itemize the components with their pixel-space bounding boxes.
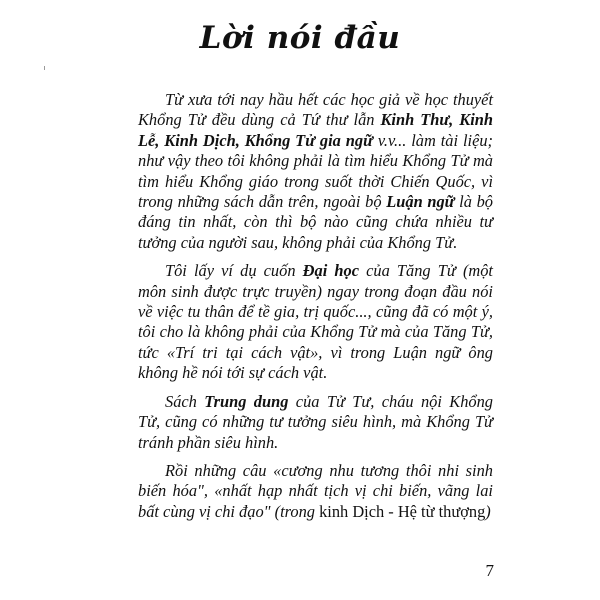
text-segment: v.v... làm tài liệu; như vậy theo tôi không phải là tìm hiểu Khổng Tử mà tìm hiểu Khổng giáo trong suốt thời Chiến Quốc, vì trong những sách dẫn trên, ngoài bộ (138, 130, 494, 212)
text-segment: ) (485, 501, 491, 521)
bold-text-segment: Kinh Thư, Kinh Lễ, Kinh Dịch, Khổng Tử gia ngữ (138, 110, 493, 150)
paragraph-3 (138, 392, 493, 453)
text-segment: Sách (165, 391, 205, 411)
text-segment: của Tăng Tử (một môn sinh được trực truyền) ngay trong đoạn đầu nói về việc tu thân để tề gia, trị quốc..., cũng đã có một ý, tôi cho là không phải của Khổng Tử mà của Tăng Tử, tức «Trí tri tại cách vật», vì trong Luận ngữ ông không hề nói tới sự cách vật. (138, 261, 493, 383)
page-number: 7 (485, 561, 494, 580)
body-text (138, 90, 493, 530)
paragraph-4 (138, 461, 493, 522)
margin-mark (44, 66, 45, 70)
bold-text-segment: Luận ngữ (386, 192, 455, 212)
paragraph-2 (138, 261, 493, 383)
upright-text-segment: kinh Dịch - Hệ từ thượng (319, 501, 486, 521)
paragraph-1 (138, 90, 493, 253)
text-segment: Từ xưa tới nay hầu hết các học giả về học thuyết Khổng Tử đều dùng cả Tứ thư lẫn (138, 90, 493, 130)
page-title: Lời nói đầu (199, 20, 401, 56)
bold-text-segment: Đại học (302, 261, 359, 281)
text-segment: Rồi những câu «cương nhu tương thôi nhi sinh biến hóa", «nhất hạp nhất tịch vị chi biến, vãng lai bất cùng vị chi đạo" (trong (138, 460, 493, 521)
bold-text-segment: Trung dung (204, 391, 289, 411)
text-segment: Tôi lấy ví dụ cuốn (165, 261, 303, 281)
text-segment: của Tử Tư, cháu nội Khổng Tử, cũng có những tư tưởng siêu hình, mà Khổng Tử tránh phần siêu hình. (138, 391, 493, 452)
text-segment: là bộ đáng tin nhất, còn thì bộ nào cũng chứa nhiều tư tưởng của người sau, không phải của Khổng Tử. (138, 192, 493, 252)
